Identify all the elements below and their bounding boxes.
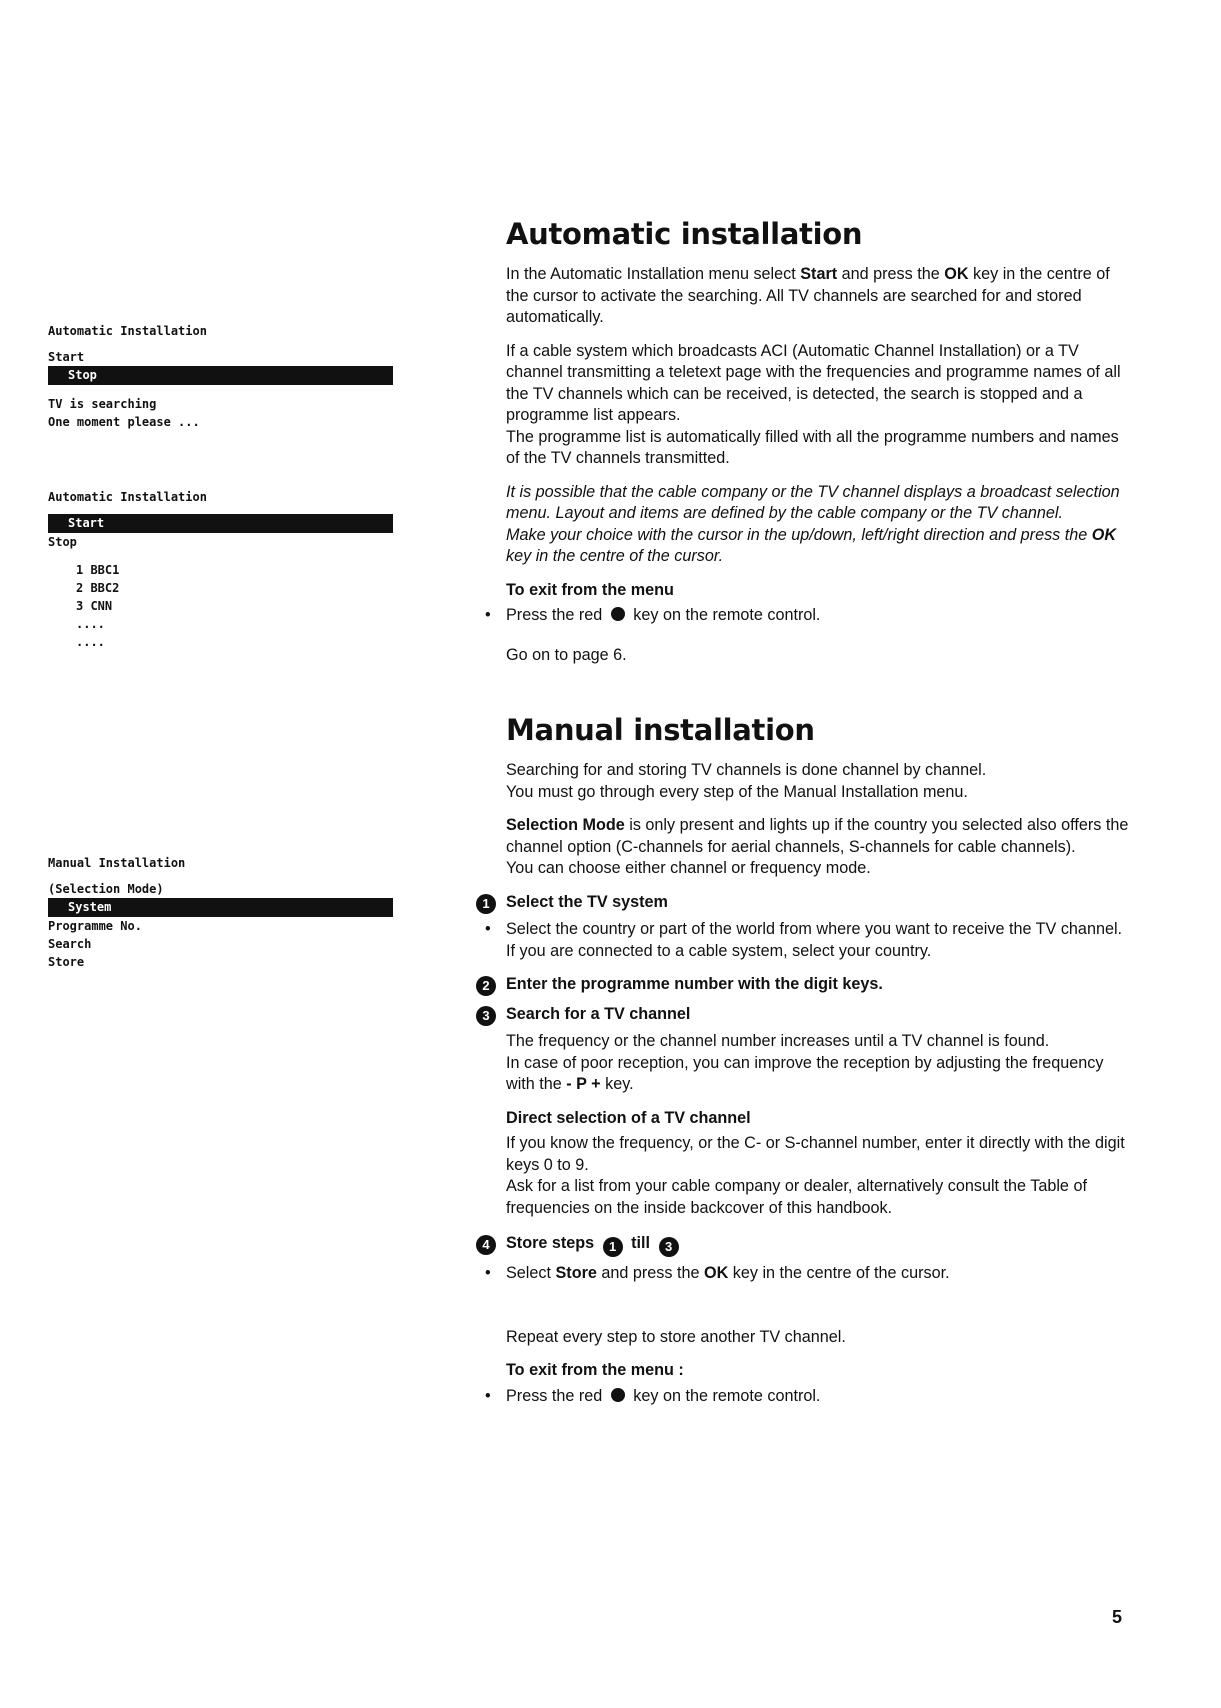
automatic-installation-heading: Automatic installation: [506, 217, 863, 251]
osd-automatic-programme-list: [48, 488, 393, 651]
osd-item-system-highlighted: System: [48, 898, 393, 917]
osd-channel-row: 2 BBC2: [76, 581, 120, 595]
selection-mode-paragraph: Selection Mode is only present and lights up if the country you selected also offers the channel option (C-channels for aerial channels, S-channels for cable channels). You can choose either channel or frequency mode.: [506, 816, 1129, 877]
auto-exit-heading: To exit from the menu: [506, 580, 674, 599]
osd-item-stop-highlighted: Stop: [48, 366, 393, 385]
osd-item-stop: Stop: [48, 535, 77, 549]
manual-exit-heading: To exit from the menu :: [506, 1361, 684, 1379]
osd-manual-installation: [48, 854, 393, 971]
manual-exit-bullet: • Press the red key on the remote control.: [506, 1386, 1131, 1408]
auto-intro-paragraph: In the Automatic Installation menu select Start and press the OK key in the centre of the cursor to activate the searching. All TV channels are searched for and stored automatically.: [506, 265, 1110, 326]
step-2-icon: 2: [476, 976, 496, 996]
red-key-icon: [611, 1388, 625, 1402]
osd-title: Automatic Installation: [48, 490, 207, 504]
auto-cable-note: It is possible that the cable company or the TV channel displays a broadcast selection menu. Layout and items are defined by the cable company or the TV channel. Make your choice with the cursor in the up/down, left/right direction and press the OK key in the centre of the cursor.: [506, 482, 1120, 565]
osd-automatic-searching: [48, 322, 393, 431]
auto-exit-bullet: • Press the red key on the remote control.: [506, 605, 1131, 627]
step-3-icon: 3: [659, 1237, 679, 1257]
repeat-text: Repeat every step to store another TV channel.: [506, 1327, 846, 1346]
store-bullet: • Select Store and press the OK key in the centre of the cursor.: [506, 1263, 1131, 1285]
osd-channel-row: 1 BBC1: [76, 563, 120, 577]
red-key-icon: [611, 607, 625, 621]
osd-channel-row: ....: [76, 635, 105, 649]
step-3-heading: 3 Search for a TV channel: [506, 1004, 1131, 1026]
auto-aci-paragraph: If a cable system which broadcasts ACI (Automatic Channel Installation) or a TV channel transmitting a teletext page with the frequencies and programme names of all the TV channels which can be received, is detected, the search is stopped and a programme list appears. The programme list is automatically filled with all the programme numbers and names of the TV channels transmitted.: [506, 341, 1121, 467]
osd-channel-row: 3 CNN: [76, 599, 113, 613]
osd-status-line: TV is searching: [48, 397, 157, 411]
automatic-installation-section: [506, 216, 1131, 678]
step-1-icon: 1: [476, 894, 496, 914]
step-3-paragraph: The frequency or the channel number increases until a TV channel is found. In case of poor reception, you can improve the reception by adjusting the frequency with the - P + key.: [506, 1032, 1104, 1093]
osd-item-start: Start: [48, 350, 85, 364]
direct-selection-heading: Direct selection of a TV channel: [506, 1108, 751, 1127]
osd-item-start-highlighted: Start: [48, 514, 393, 533]
step-2-heading: 2 Enter the programme number with the digit keys.: [506, 974, 1131, 996]
direct-selection-paragraph: If you know the frequency, or the C- or S-channel number, enter it directly with the digit keys 0 to 9. Ask for a list from your cable company or dealer, alternatively consult the Table of frequencies on the inside backcover of this handbook.: [506, 1134, 1125, 1217]
osd-item-search: Search: [48, 937, 92, 951]
step-1-heading: 1 Select the TV system: [506, 892, 1131, 914]
step-3-icon: 3: [476, 1006, 496, 1026]
osd-item-store: Store: [48, 955, 85, 969]
osd-item-selection-mode: (Selection Mode): [48, 882, 164, 896]
step-4-heading: 4 Store steps 1 till 3: [506, 1233, 1131, 1257]
goto-page-text: Go on to page 6.: [506, 645, 627, 664]
manual-installation-section: [482, 712, 1131, 1419]
osd-item-programme-no: Programme No.: [48, 919, 142, 933]
osd-title: Manual Installation: [48, 856, 186, 870]
page-number: 5: [1112, 1607, 1123, 1627]
osd-channel-row: ....: [76, 617, 105, 631]
step-1-icon: 1: [603, 1237, 623, 1257]
manual-intro-paragraph: Searching for and storing TV channels is done channel by channel. You must go through every step of the Manual Installation menu.: [506, 761, 987, 801]
osd-title: Automatic Installation: [48, 324, 207, 338]
step-4-icon: 4: [476, 1235, 496, 1255]
manual-installation-heading: Manual installation: [506, 713, 815, 747]
osd-status-line: One moment please ...: [48, 415, 200, 429]
step-1-bullet: • Select the country or part of the world from where you want to receive the TV channel. If you are connected to a cable system, select your country.: [506, 919, 1131, 962]
